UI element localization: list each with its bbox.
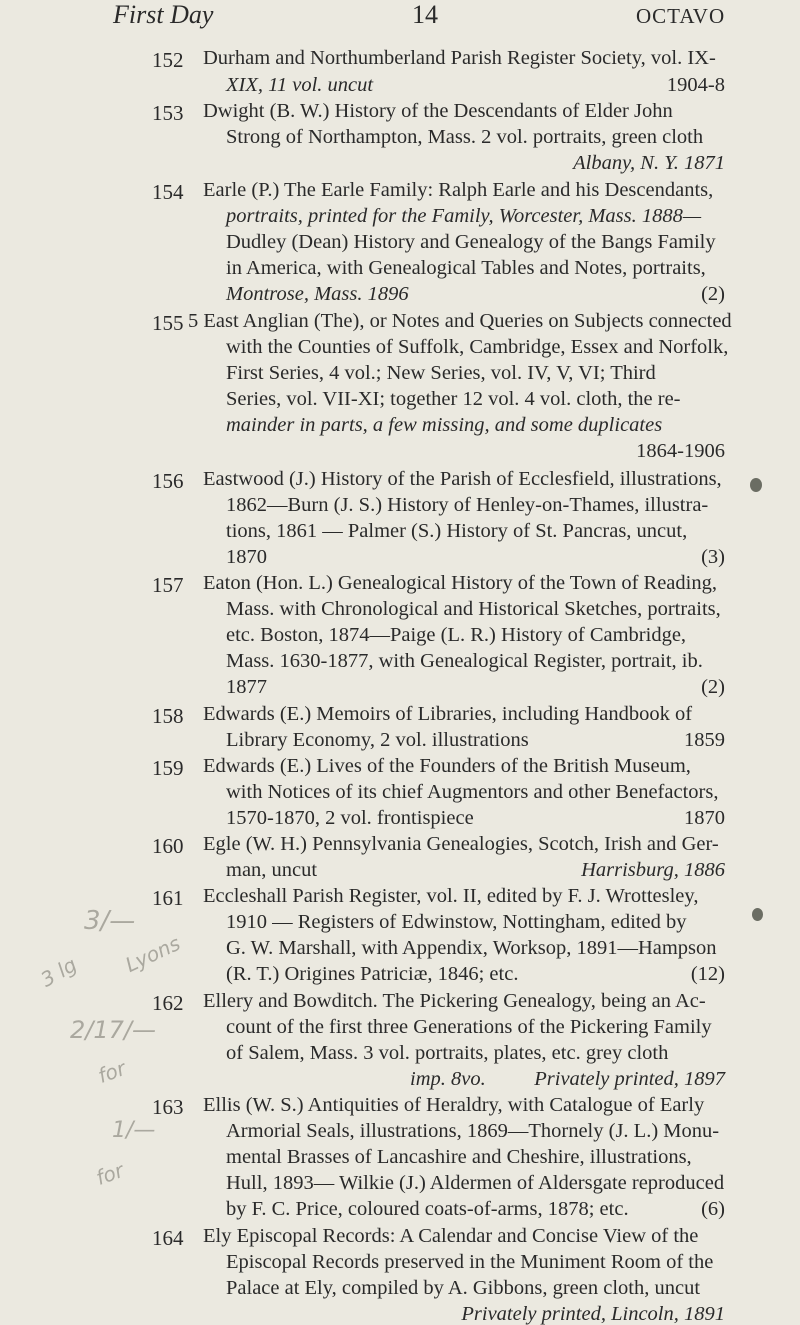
lot-number: 157	[152, 573, 184, 597]
paper-speck	[750, 478, 762, 492]
entry-line: 1570-1870, 2 vol. frontispiece	[226, 807, 474, 829]
pencil-annotation: Lyons	[121, 930, 184, 978]
entry-date: 1864-1906	[636, 440, 725, 462]
entry-line: man, uncut	[226, 859, 318, 881]
entry-line: Earle (P.) The Earle Family: Ralph Earle and his Descendants,	[203, 179, 714, 201]
entry-line: First Series, 4 vol.; New Series, vol. IV, V, VI; Third	[226, 362, 656, 384]
entry-line: Egle (W. H.) Pennsylvania Genealogies, Scotch, Irish and Ger-	[203, 833, 719, 855]
lot-number: 154	[152, 180, 184, 204]
paper-speck	[752, 908, 763, 921]
entry-count: (6)	[701, 1198, 725, 1220]
entry-line: Ellery and Bowditch. The Pickering Genealogy, being an Ac-	[203, 990, 706, 1012]
entry-line: Hull, 1893— Wilkie (J.) Aldermen of Aldersgate reproduced	[226, 1172, 725, 1194]
pencil-annotation: for	[92, 1158, 127, 1190]
entry-line: 1910 — Registers of Edwinstow, Nottingham, edited by	[226, 911, 687, 933]
entry-line: Montrose, Mass. 1896	[226, 283, 409, 305]
entry-line: Eccleshall Parish Register, vol. II, edited by F. J. Wrottesley,	[203, 885, 699, 907]
entry-line: Ellis (W. S.) Antiquities of Heraldry, with Catalogue of Early	[203, 1094, 705, 1116]
entry-date: Privately printed, 1897	[534, 1068, 725, 1090]
entry-line: Series, vol. VII-XI; together 12 vol. 4 vol. cloth, the re-	[226, 388, 681, 410]
entry-line: Dwight (B. W.) History of the Descendants of Elder John	[203, 100, 673, 122]
entry-line: by F. C. Price, coloured coats-of-arms, 1878; etc.	[226, 1198, 629, 1220]
lot-number: 163	[152, 1095, 184, 1119]
entry-line: Edwards (E.) Lives of the Founders of the British Museum,	[203, 755, 691, 777]
entry-line: 5 East Anglian (The), or Notes and Queries on Subjects connected	[188, 310, 732, 332]
entry-line: portraits, printed for the Family, Worcester, Mass. 1888—	[226, 205, 702, 227]
entry-line: XIX, 11 vol. uncut	[226, 74, 374, 96]
entry-line: G. W. Marshall, with Appendix, Worksop, 1891—Hampson	[226, 937, 717, 959]
entry-line: 1862—Burn (J. S.) History of Henley-on-Thames, illustra-	[226, 494, 709, 516]
lot-number: 158	[152, 704, 184, 728]
pencil-annotation: for	[94, 1056, 129, 1088]
entry-line: Edwards (E.) Memoirs of Libraries, including Handbook of	[203, 703, 693, 725]
entry-line: etc. Boston, 1874—Paige (L. R.) History of Cambridge,	[226, 624, 687, 646]
entry-line: Mass. 1630-1877, with Genealogical Register, portrait, ib.	[226, 650, 703, 672]
entry-date: 1904-8	[666, 74, 725, 96]
entry-date: Harrisburg, 1886	[581, 859, 725, 881]
entry-line: Mass. with Chronological and Historical Sketches, portraits,	[226, 598, 721, 620]
pencil-annotation: 3 lg	[36, 952, 81, 992]
entry-count: (12)	[690, 963, 725, 985]
entry-line: tions, 1861 — Palmer (S.) History of St. Pancras, uncut,	[226, 520, 688, 542]
entry-line: 1870	[226, 546, 267, 568]
running-title: First Day	[113, 0, 214, 29]
lot-number: 164	[152, 1226, 184, 1250]
entry-date: 1870	[684, 807, 725, 829]
entry-line: 1877	[226, 676, 267, 698]
entry-line: in America, with Genealogical Tables and Notes, portraits,	[226, 257, 706, 279]
entry-line: with Notices of its chief Augmentors and other Benefactors,	[226, 781, 719, 803]
entry-line: Episcopal Records preserved in the Muniment Room of the	[226, 1251, 714, 1273]
entry-date: Privately printed, Lincoln, 1891	[461, 1303, 725, 1325]
entry-line: with the Counties of Suffolk, Cambridge, Essex and Norfolk,	[226, 336, 729, 358]
format-label: OCTAVO	[636, 4, 726, 28]
lot-number: 159	[152, 756, 184, 780]
entry-line: Ely Episcopal Records: A Calendar and Concise View of the	[203, 1225, 699, 1247]
pencil-annotation: 2/17/—	[70, 1016, 156, 1044]
entry-line: Library Economy, 2 vol. illustrations	[226, 729, 529, 751]
entry-line: count of the first three Generations of the Pickering Family	[226, 1016, 712, 1038]
pencil-annotation: 1/—	[112, 1118, 156, 1143]
entry-count: (2)	[701, 676, 725, 698]
page-header	[0, 0, 800, 44]
entry-count: (3)	[701, 546, 725, 568]
entry-line: imp. 8vo.	[410, 1068, 486, 1090]
entry-line: mainder in parts, a few missing, and some duplicates	[226, 414, 663, 436]
entry-line: (R. T.) Origines Patriciæ, 1846; etc.	[226, 963, 519, 985]
entry-line: Armorial Seals, illustrations, 1869—Thornely (J. L.) Monu-	[226, 1120, 720, 1142]
entry-count: (2)	[701, 283, 725, 305]
entry-line: Eastwood (J.) History of the Parish of Ecclesfield, illustrations,	[203, 468, 722, 490]
entry-line: Strong of Northampton, Mass. 2 vol. portraits, green cloth	[226, 126, 704, 148]
entry-line: Eaton (Hon. L.) Genealogical History of the Town of Reading,	[203, 572, 717, 594]
entry-line: Durham and Northumberland Parish Register Society, vol. IX-	[203, 47, 716, 69]
lot-number: 152	[152, 48, 184, 72]
lot-number: 155	[152, 311, 184, 335]
page-number: 14	[412, 0, 438, 29]
entry-line: Palace at Ely, compiled by A. Gibbons, green cloth, uncut	[226, 1277, 701, 1299]
lot-number: 160	[152, 834, 184, 858]
entry-line: mental Brasses of Lancashire and Cheshire, illustrations,	[226, 1146, 692, 1168]
entry-date: Albany, N. Y. 1871	[573, 152, 725, 174]
lot-number: 153	[152, 101, 184, 125]
lot-number: 161	[152, 886, 184, 910]
entry-line: of Salem, Mass. 3 vol. portraits, plates, etc. grey cloth	[226, 1042, 669, 1064]
pencil-annotation: 3/—	[84, 906, 136, 936]
entry-date: 1859	[684, 729, 725, 751]
entry-line: Dudley (Dean) History and Genealogy of the Bangs Family	[226, 231, 716, 253]
lot-number: 156	[152, 469, 184, 493]
lot-number: 162	[152, 991, 184, 1015]
